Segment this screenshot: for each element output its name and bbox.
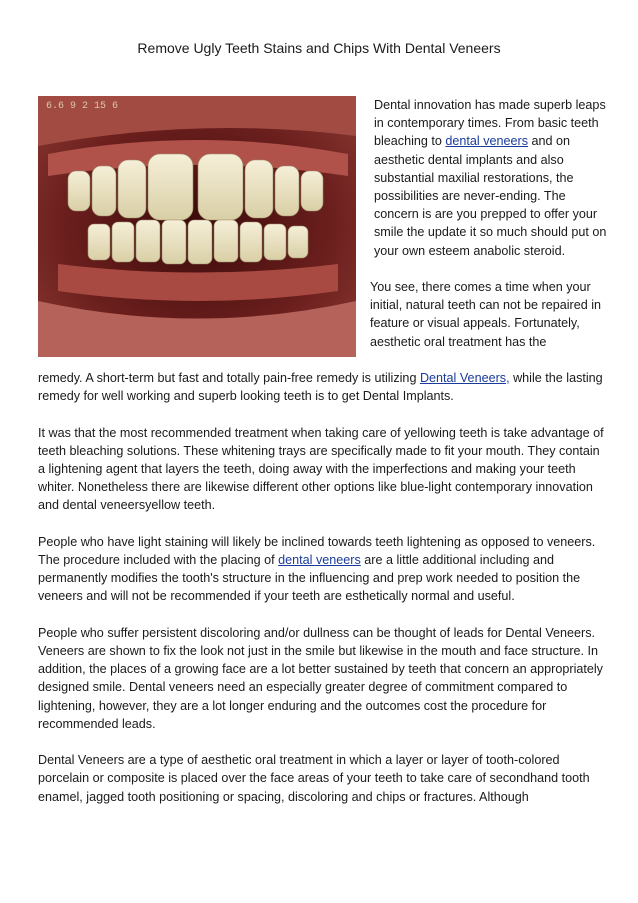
svg-text:6.6 9 2 15 6: 6.6 9 2 15 6 [46, 101, 119, 112]
paragraph-discoloring: People who suffer persistent discoloring and/or dullness can be thought of leads for Dental Veneers. Veneers are shown to fix the look not just in the smile but likewise in the mouth and face structure. In addition, the places of a growing face are a lot better sustained by teeth that concern an appropriately designed smile. Dental veneers need an especially greater degree of commitment compared to lightening, however, they are a lot longer enduring and the outcomes cost the procedure for recommended leads. [38, 625, 603, 731]
paragraph-veneers-type: Dental Veneers are a type of aesthetic oral treatment in which a layer or layer of tooth-colored porcelain or composite is placed over the face areas of your teeth to take care of secondhand tooth enamel, jagged tooth positioning or spacing, discoloring and chips or fractures. Although [38, 753, 590, 804]
document-title: Remove Ugly Teeth Stains and Chips With Dental Veneers [137, 40, 501, 56]
side-paragraph-1: Dental innovation has made superb leaps in contemporary times. From basic teeth bleaching to dental veneers and on aesthetic dental implants and also substantial maxilial restorations, the possibilities are never-ending. The concern is are you prepped to offer your smile the update it so much should put on your own esteem anabolic steroid. [374, 98, 607, 258]
side-text-column [370, 96, 610, 351]
teeth-photo [38, 96, 356, 357]
body-text [38, 369, 604, 824]
paragraph-bleaching: It was that the most recommended treatment when taking care of yellowing teeth is take advantage of teeth bleaching solutions. These whitening trays are specifically made to fit your mouth. They contain a lightening agent that layers the teeth, doing away with the imperfections and making your teeth whiter. Nonetheless there are likewise different other options like blue-light contemporary innovation and dental veneersyellow teeth. [38, 425, 604, 513]
side-paragraph-2: You see, there comes a time when your initial, natural teeth can not be repaired in feature or visual appeals. Fortunately, aesthetic oral treatment has the [370, 280, 602, 349]
dental-veneers-link-2[interactable]: Dental Veneers, [419, 371, 510, 385]
paragraph-remedy: remedy. A short-term but fast and totally pain-free remedy is utilizing Dental Veneers, while the lasting remedy for well working and superb looking teeth is to get Dental Implants. [38, 371, 603, 404]
paragraph-light-staining: People who have light staining will likely be inclined towards teeth lightening as opposed to veneers. The procedure included with the placing of dental veneers are a little additional including and permanently modifies the tooth's structure in the influencing and prep work needed to position the veneers and will not be recommended if your teeth are esthetically normal and useful. [38, 534, 596, 604]
dental-veneers-link[interactable]: dental veneers [445, 134, 529, 149]
dental-veneers-link-3[interactable]: dental veneers [278, 553, 361, 567]
